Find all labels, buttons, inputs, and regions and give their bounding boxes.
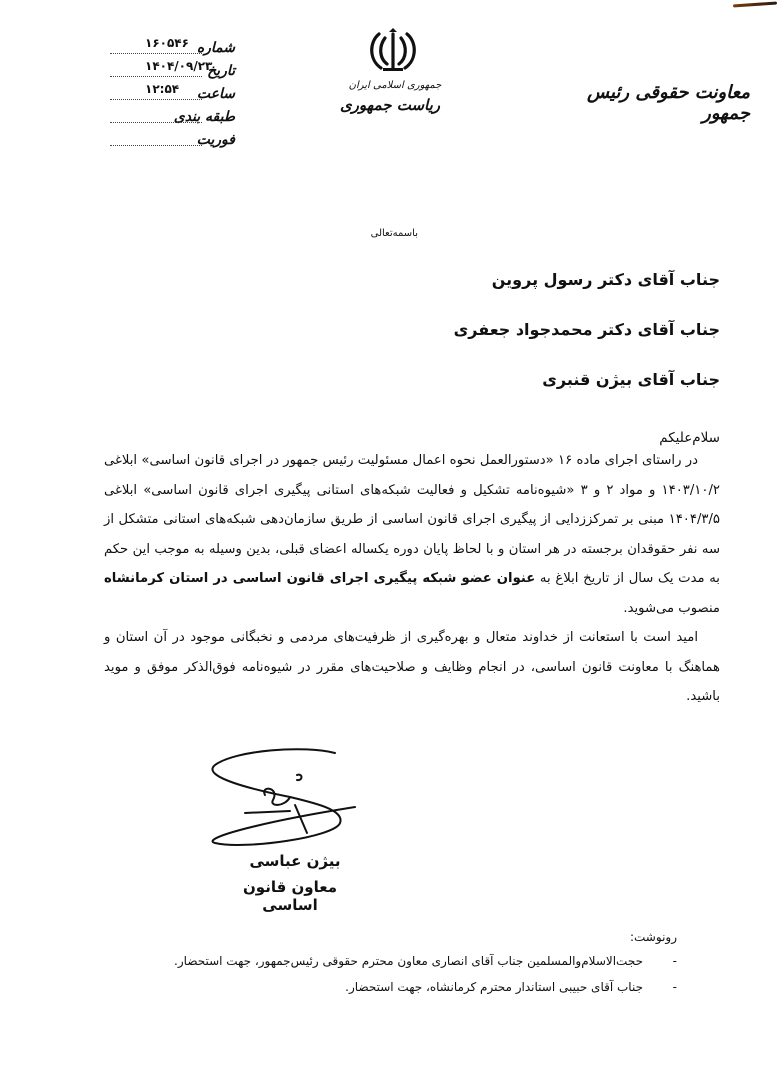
cc-item <box>345 980 677 994</box>
letter-body <box>104 446 720 712</box>
cc-item-text: حجت‌الاسلام‌والمسلمین جناب آقای انصاری معاون محترم حقوقی رئیس‌جمهور، جهت استحضار. <box>174 954 643 968</box>
letter-meta <box>110 36 235 155</box>
meta-label: فوریت <box>196 132 235 148</box>
meta-label: تاریخ <box>207 63 235 79</box>
organization-title: معاونت حقوقی رئیس جمهور <box>587 82 750 124</box>
addressee: جناب آقای دکتر رسول پروین <box>491 270 720 289</box>
addressee: جناب آقای بیژن قنبری <box>542 370 720 389</box>
signature-icon <box>195 745 375 855</box>
cc-label: رونوشت: <box>629 930 677 944</box>
addressee: جناب آقای دکتر محمدجواد جعفری <box>453 320 720 339</box>
dotted-line <box>110 99 202 100</box>
meta-classification <box>110 109 235 132</box>
meta-urgency <box>110 132 235 155</box>
meta-value: ۱۴۰۴/۰۹/۲۳ <box>145 59 213 73</box>
cc-item-text: جناب آقای حبیبی استاندار محترم کرمانشاه، جهت استحضار. <box>345 980 643 994</box>
paragraph-1-end: منصوب می‌شوید. <box>623 600 720 616</box>
emblem-country: جمهوری اسلامی ایران <box>348 80 442 91</box>
emblem-office: ریاست جمهوری <box>339 96 441 114</box>
greeting: سلام‌علیکم <box>659 430 720 446</box>
cc-item <box>174 954 677 968</box>
meta-value: ۱۶۰۵۴۶ <box>145 36 189 50</box>
invocation: باسمه‌تعالی <box>370 228 418 239</box>
scan-edge-artifact <box>733 1 777 7</box>
meta-label: شماره <box>196 40 235 56</box>
paragraph-1-bold: عنوان عضو شبکه پیگیری اجرای قانون اساسی در استان کرمانشاه <box>104 571 536 586</box>
meta-label: طبقه بندی <box>173 109 235 125</box>
paragraph-1-text: در راستای اجرای ماده ۱۶ «دستورالعمل نحوه اعمال مسئولیت رئیس جمهور در اجرای قانون اساسی» ابلاغی ۱۴۰۳/۱۰/۲ و مواد ۲ و ۳ «شیوه‌نامه تشکیل و فعالیت شبکه‌های استانی پیگیری اجرای قانون اساسی» ابلاغی ۱۴۰۴/۳/۵ مبنی بر تمرکززدایی از پیگیری اجرای قانون اساسی از طریق سازمان‌دهی شبکه‌های استانی متشکل از سه نفر حقوقدان برجسته در هر استان و با لحاظ پایان دوره یکساله اعضای قبلی، بدین وسیله به موجب این حکم به مدت یک سال از تاریخ ابلاغ به <box>104 453 720 586</box>
signer-name: بیژن عباسی <box>249 852 341 870</box>
paragraph-2: امید است با استعانت از خداوند متعال و بهره‌گیری از ظرفیت‌های مردمی و نخبگانی موجود در آن استان و هماهنگ با معاونت قانون اساسی، در انجام وظایف و صلاحیت‌های مقرر در شیوه‌نامه فوق‌الذکر موفق و موید باشید. <box>104 630 720 704</box>
meta-label: ساعت <box>196 86 235 102</box>
meta-value: ۱۲:۵۴ <box>145 82 180 96</box>
dotted-line <box>110 145 202 146</box>
meta-time <box>110 82 235 109</box>
paragraph-1 <box>104 446 720 623</box>
emblem-icon <box>363 28 423 74</box>
list-dash: - <box>672 954 677 968</box>
list-dash: - <box>672 980 677 994</box>
dotted-line <box>110 122 202 123</box>
dotted-line <box>110 76 202 77</box>
signer-title: معاون قانون اساسی <box>242 878 338 914</box>
dotted-line <box>110 53 202 54</box>
